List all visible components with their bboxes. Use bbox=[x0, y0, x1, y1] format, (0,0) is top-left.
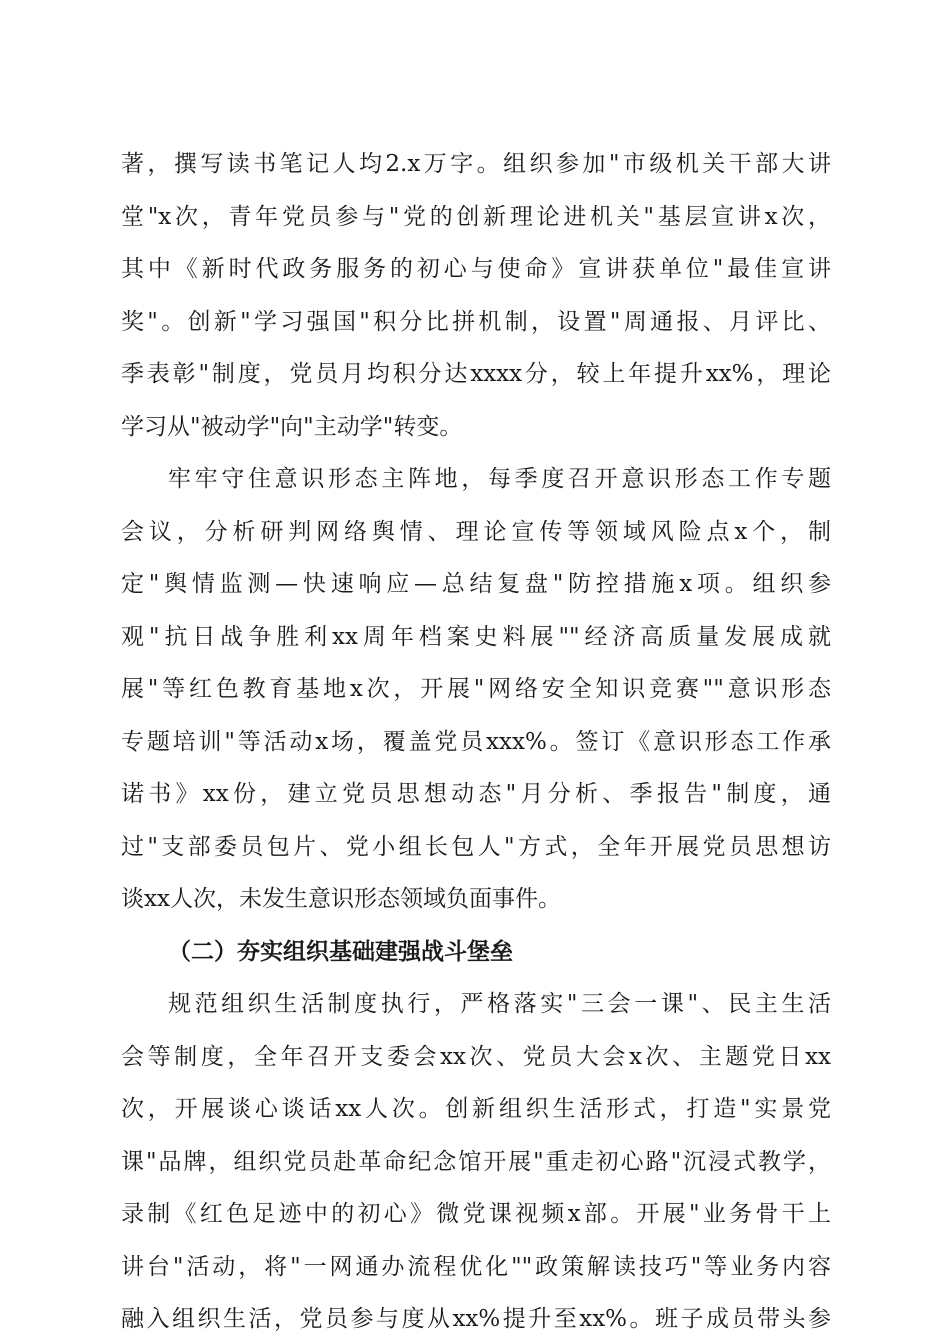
paragraph-3-line-2: 会等制度，全年召开支委会xx次、党员大会x次、主题党日xx bbox=[121, 1044, 831, 1070]
paragraph-3-line-7: 融入组织生活，党员参与度从xx%提升至xx%。班子成员带头参 bbox=[121, 1306, 831, 1332]
paragraph-1-line-3: 其中《新时代政务服务的初心与使命》宣讲获单位"最佳宣讲 bbox=[121, 256, 831, 282]
paragraph-2-line-2: 会议，分析研判网络舆情、理论宣传等领域风险点x个，制 bbox=[121, 519, 831, 545]
section-heading: （二）夯实组织基础建强战斗堡垒 bbox=[168, 939, 513, 965]
paragraph-1-line-4: 奖"。创新"学习强国"积分比拼机制，设置"周通报、月评比、 bbox=[121, 309, 831, 335]
paragraph-2-line-7: 诺书》xx份，建立党员思想动态"月分析、季报告"制度，通 bbox=[121, 781, 831, 807]
paragraph-1-line-5: 季表彰"制度，党员月均积分达xxxx分，较上年提升xx%，理论 bbox=[121, 361, 831, 387]
paragraph-3-line-1: 规范组织生活制度执行，严格落实"三会一课"、民主生活 bbox=[168, 991, 831, 1017]
paragraph-3-line-3: 次，开展谈心谈话xx人次。创新组织生活形式，打造"实景党 bbox=[121, 1096, 831, 1122]
paragraph-3-line-5: 录制《红色足迹中的初心》微党课视频x部。开展"业务骨干上 bbox=[121, 1201, 831, 1227]
paragraph-3-line-6: 讲台"活动，将"一网通办流程优化""政策解读技巧"等业务内容 bbox=[121, 1254, 831, 1280]
paragraph-2-line-9: 谈xx人次，未发生意识形态领域负面事件。 bbox=[121, 886, 561, 912]
paragraph-2-line-8: 过"支部委员包片、党小组长包人"方式，全年开展党员思想访 bbox=[121, 834, 831, 860]
paragraph-3-line-4: 课"品牌，组织党员赴革命纪念馆开展"重走初心路"沉浸式教学， bbox=[121, 1149, 831, 1175]
paragraph-1-line-1: 著，撰写读书笔记人均2.x万字。组织参加"市级机关干部大讲 bbox=[121, 151, 831, 177]
paragraph-2-line-5: 展"等红色教育基地x次，开展"网络安全知识竞赛""意识形态 bbox=[121, 676, 831, 702]
paragraph-2-line-4: 观"抗日战争胜利xx周年档案史料展""经济高质量发展成就 bbox=[121, 624, 831, 650]
paragraph-2-line-3: 定"舆情监测—快速响应—总结复盘"防控措施x项。组织参 bbox=[121, 571, 831, 597]
paragraph-2-line-1: 牢牢守住意识形态主阵地，每季度召开意识形态工作专题 bbox=[168, 466, 831, 492]
paragraph-2-line-6: 专题培训"等活动x场，覆盖党员xxx%。签订《意识形态工作承 bbox=[121, 729, 831, 755]
paragraph-1-line-6: 学习从"被动学"向"主动学"转变。 bbox=[121, 414, 463, 440]
paragraph-1-line-2: 堂"x次，青年党员参与"党的创新理论进机关"基层宣讲x次， bbox=[121, 204, 831, 230]
